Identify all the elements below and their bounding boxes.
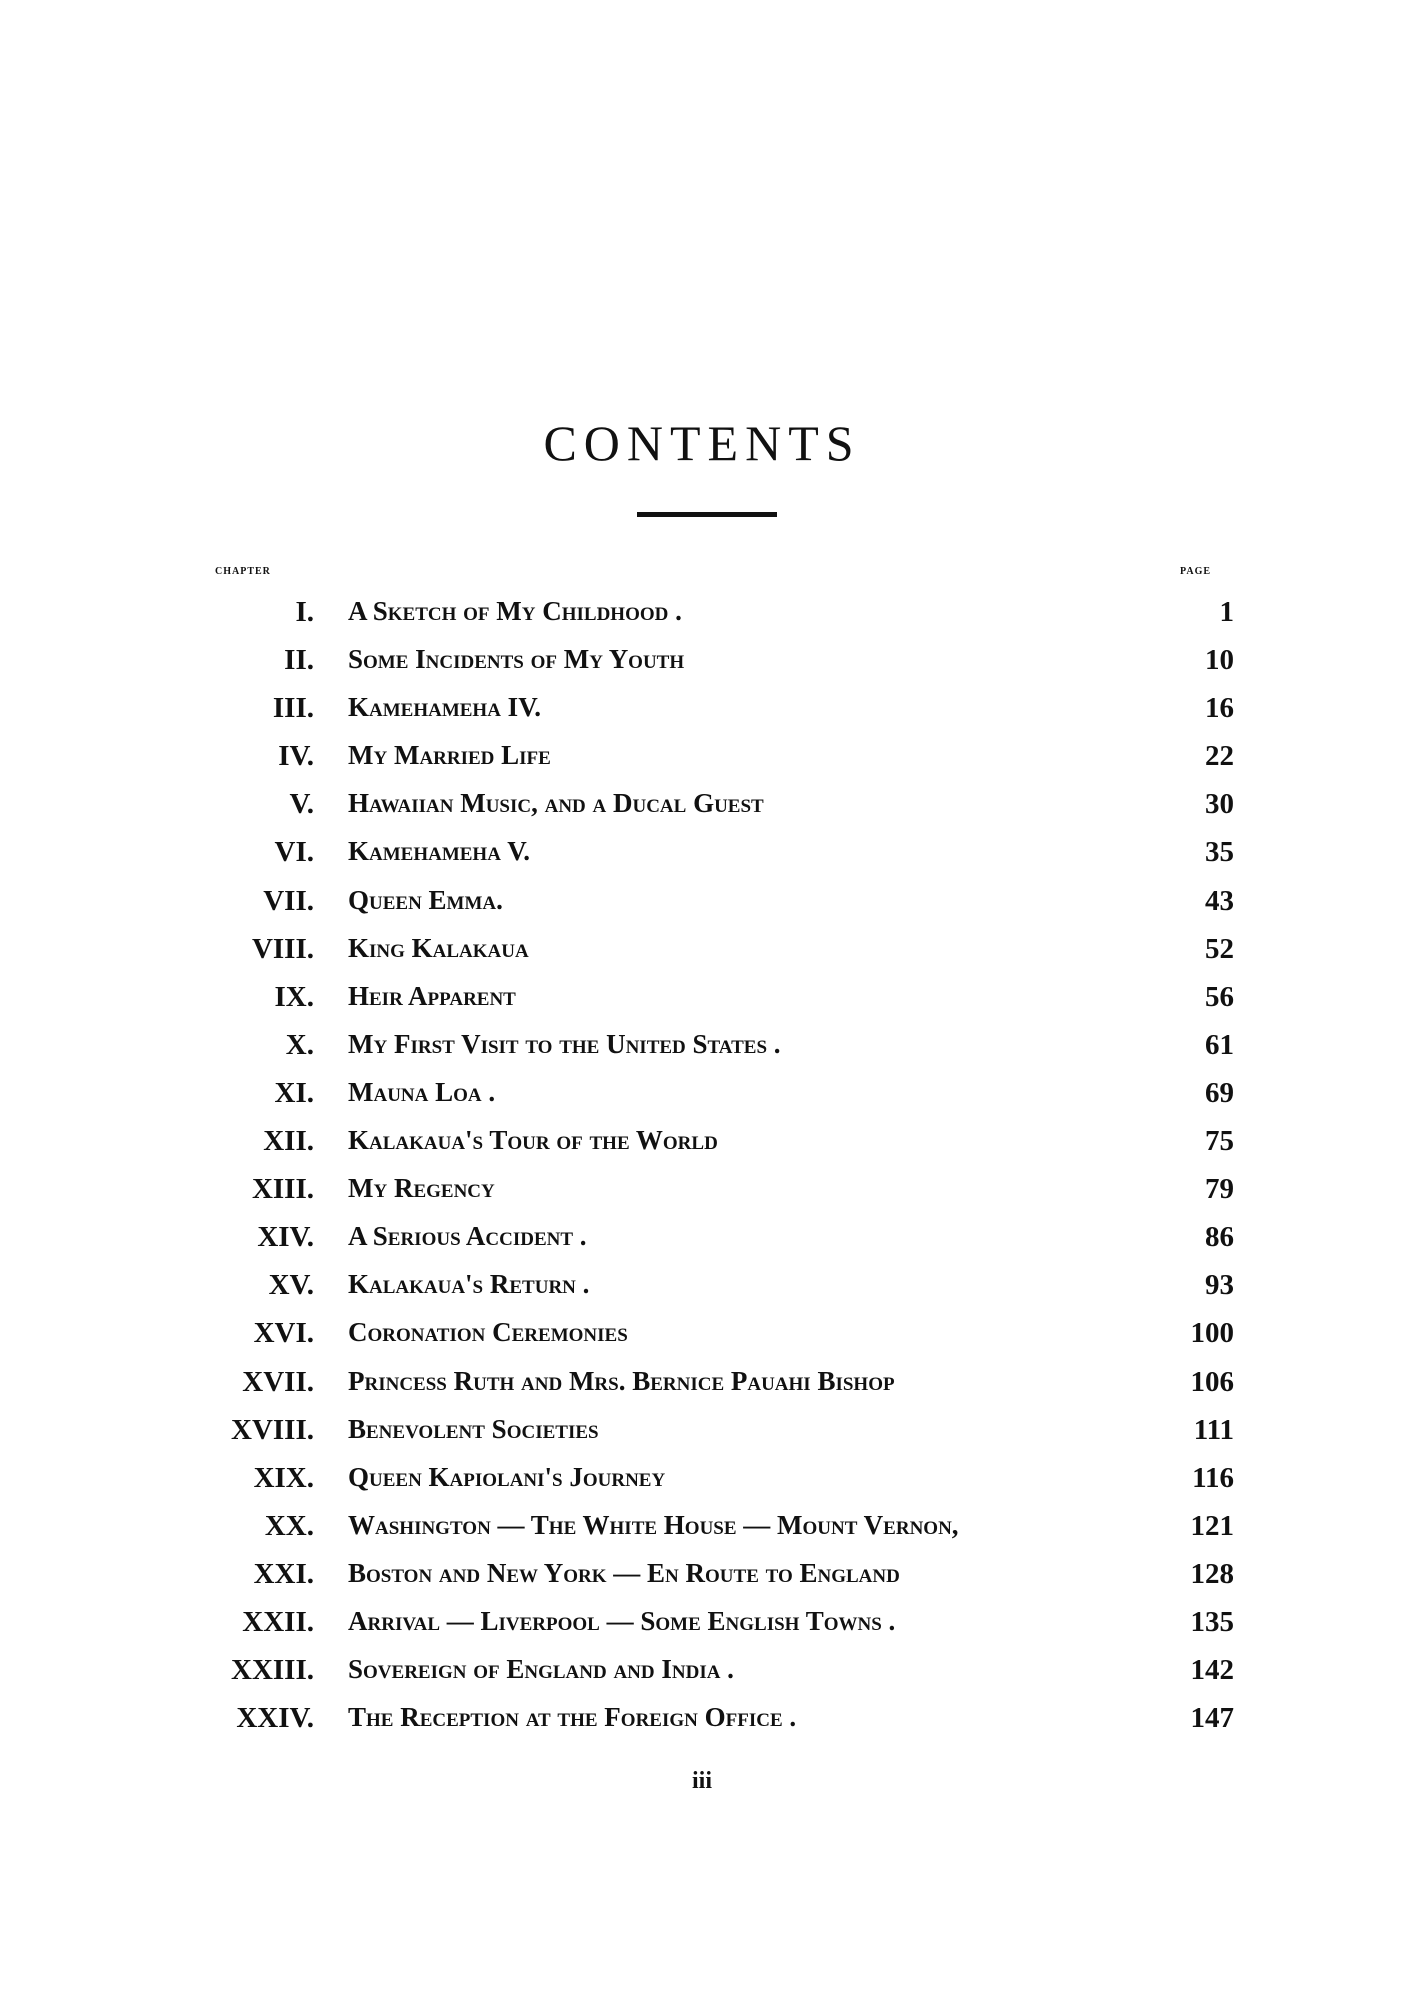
title-rule <box>637 512 777 517</box>
table-of-contents <box>0 596 1404 1750</box>
chapter-page-number: 43 <box>1205 884 1234 917</box>
toc-entry <box>0 1269 1404 1317</box>
chapter-page-number: 30 <box>1205 788 1234 821</box>
chapter-page-number: 35 <box>1205 836 1234 869</box>
chapter-number: VI. <box>274 836 314 869</box>
page-column-header: page <box>1180 563 1212 578</box>
chapter-page-number: 75 <box>1205 1125 1234 1158</box>
chapter-page-number: 22 <box>1205 740 1234 773</box>
chapter-title: Washington — The White House — Mount Vernon, <box>348 1509 959 1540</box>
toc-entry <box>0 981 1404 1029</box>
chapter-page-number: 79 <box>1205 1173 1234 1206</box>
chapter-number: XII. <box>263 1125 314 1158</box>
chapter-title: Some Incidents of My Youth <box>348 644 685 675</box>
toc-entry <box>0 644 1404 692</box>
chapter-title: Queen Kapiolani's Journey <box>348 1461 666 1492</box>
chapter-page-number: 69 <box>1205 1076 1234 1109</box>
toc-entry <box>0 1173 1404 1221</box>
chapter-number: XIX. <box>253 1461 314 1494</box>
toc-entry <box>0 1414 1404 1462</box>
chapter-title: The Reception at the Foreign Office . <box>348 1702 797 1733</box>
chapter-page-number: 106 <box>1190 1365 1234 1398</box>
chapter-page-number: 121 <box>1190 1509 1234 1542</box>
toc-entry <box>0 836 1404 884</box>
toc-entry <box>0 1077 1404 1125</box>
toc-entry <box>0 788 1404 836</box>
chapter-title: Sovereign of England and India . <box>348 1654 734 1685</box>
chapter-number: XVI. <box>253 1317 314 1350</box>
chapter-title: My First Visit to the United States . <box>348 1028 781 1059</box>
chapter-title: Queen Emma. <box>348 884 503 915</box>
chapter-page-number: 93 <box>1205 1269 1234 1302</box>
chapter-page-number: 142 <box>1190 1654 1234 1687</box>
chapter-title: Arrival — Liverpool — Some English Towns . <box>348 1605 896 1636</box>
toc-entry <box>0 933 1404 981</box>
chapter-page-number: 52 <box>1205 932 1234 965</box>
toc-entry <box>0 1702 1404 1750</box>
chapter-page-number: 86 <box>1205 1221 1234 1254</box>
toc-entry <box>0 740 1404 788</box>
chapter-title: Kamehameha V. <box>348 836 530 867</box>
chapter-title: Princess Ruth and Mrs. Bernice Pauahi Bishop <box>348 1365 895 1396</box>
chapter-title: Coronation Ceremonies <box>348 1317 628 1348</box>
page-folio: iii <box>691 1768 712 1794</box>
chapter-title: Benevolent Societies <box>348 1413 599 1444</box>
chapter-number: VII. <box>263 884 314 917</box>
toc-entry <box>0 1654 1404 1702</box>
chapter-number: XXIV. <box>236 1702 314 1735</box>
chapter-page-number: 116 <box>1192 1461 1234 1494</box>
chapter-number: XVIII. <box>231 1413 314 1446</box>
chapter-number: XX. <box>264 1509 314 1542</box>
chapter-title: A Sketch of My Childhood . <box>348 596 682 626</box>
toc-entry <box>0 1029 1404 1077</box>
toc-entry <box>0 1510 1404 1558</box>
chapter-page-number: 16 <box>1205 692 1234 725</box>
chapter-title: Kalakaua's Return . <box>348 1269 590 1300</box>
chapter-title: My Regency <box>348 1173 495 1204</box>
chapter-page-number: 100 <box>1190 1317 1234 1350</box>
chapter-title: Boston and New York — En Route to England <box>348 1557 900 1588</box>
chapter-number: II. <box>284 644 314 677</box>
chapter-title: A Serious Accident . <box>348 1221 587 1252</box>
chapter-number: IX. <box>274 980 314 1013</box>
chapter-number: X. <box>285 1028 314 1061</box>
chapter-number: XXI. <box>253 1557 314 1590</box>
chapter-page-number: 56 <box>1205 980 1234 1013</box>
chapter-page-number: 147 <box>1190 1702 1234 1735</box>
toc-entry <box>0 1366 1404 1414</box>
chapter-page-number: 10 <box>1205 644 1234 677</box>
toc-entry <box>0 885 1404 933</box>
chapter-number: XI. <box>274 1076 314 1109</box>
chapter-page-number: 1 <box>1219 596 1234 628</box>
chapter-number: XXIII. <box>231 1654 314 1687</box>
chapter-title: Kalakaua's Tour of the World <box>348 1125 718 1156</box>
chapter-page-number: 128 <box>1190 1557 1234 1590</box>
chapter-title: Kamehameha IV. <box>348 692 541 723</box>
chapter-number: V. <box>289 788 314 821</box>
chapter-number: XVII. <box>242 1365 314 1398</box>
chapter-column-header: chapter <box>215 563 271 578</box>
chapter-title: King Kalakaua <box>348 932 529 963</box>
toc-entry <box>0 1221 1404 1269</box>
chapter-number: I. <box>295 596 314 628</box>
chapter-number: XV. <box>268 1269 314 1302</box>
chapter-number: XXII. <box>242 1605 314 1638</box>
toc-entry <box>0 1462 1404 1510</box>
toc-entry <box>0 1606 1404 1654</box>
chapter-number: XIV. <box>257 1221 314 1254</box>
chapter-page-number: 135 <box>1190 1605 1234 1638</box>
page-title: CONTENTS <box>543 414 861 471</box>
toc-entry <box>0 1558 1404 1606</box>
chapter-title: Heir Apparent <box>348 980 516 1011</box>
toc-entry <box>0 1125 1404 1173</box>
toc-entry <box>0 692 1404 740</box>
chapter-page-number: 111 <box>1193 1413 1234 1446</box>
chapter-number: XIII. <box>251 1173 314 1206</box>
chapter-number: VIII. <box>251 932 314 965</box>
chapter-page-number: 61 <box>1205 1028 1234 1061</box>
chapter-title: Mauna Loa . <box>348 1076 496 1107</box>
chapter-number: III. <box>272 692 314 725</box>
chapter-title: Hawaiian Music, and a Ducal Guest <box>348 788 764 819</box>
toc-entry <box>0 596 1404 644</box>
toc-entry <box>0 1317 1404 1365</box>
chapter-number: IV. <box>278 740 314 773</box>
chapter-title: My Married Life <box>348 740 551 771</box>
